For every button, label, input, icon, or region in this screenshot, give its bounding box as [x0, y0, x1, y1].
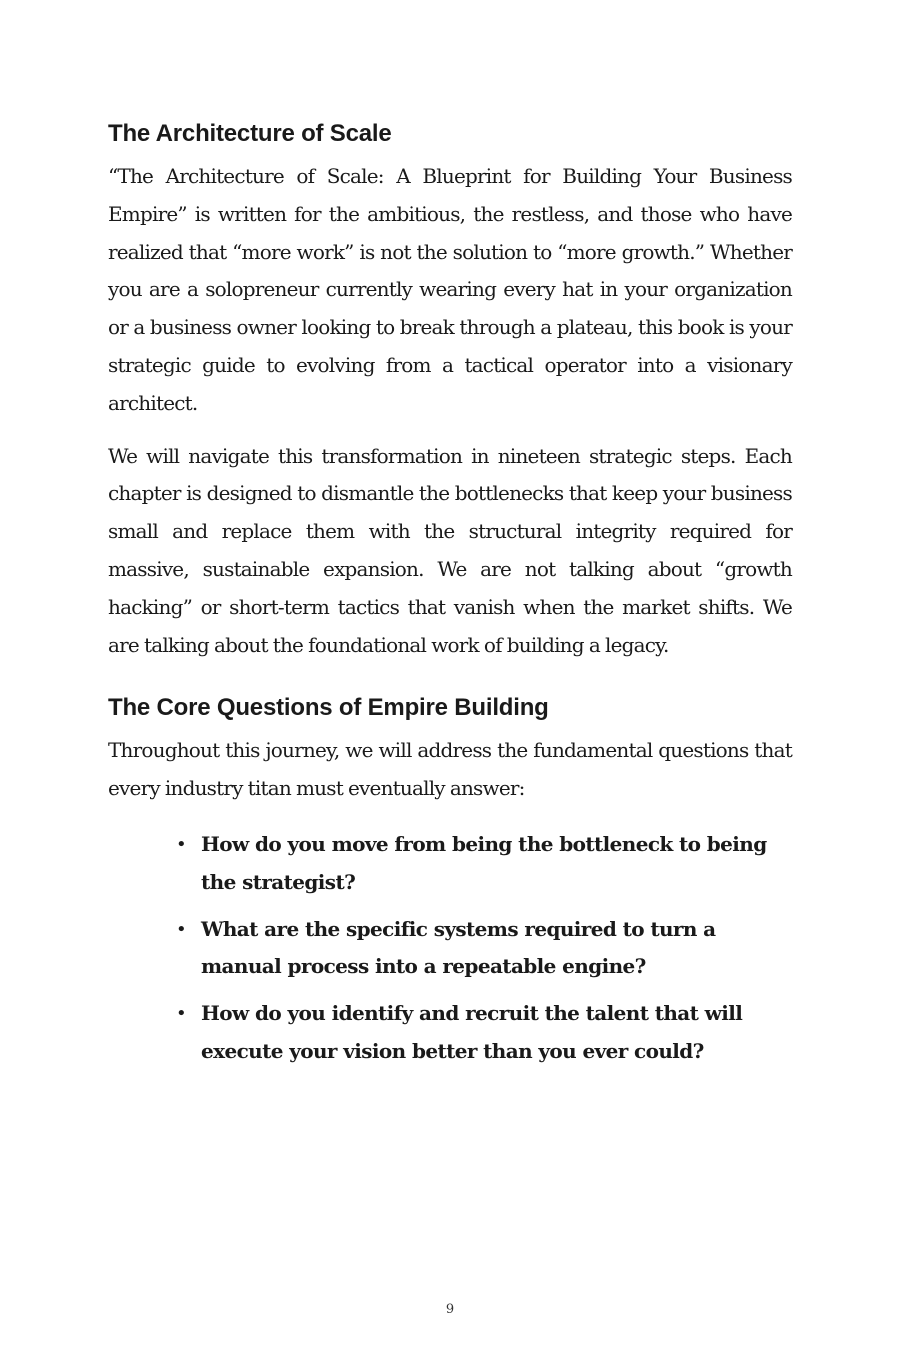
bullet-icon: • — [176, 833, 187, 855]
core-questions-list — [108, 826, 792, 1071]
book-page-content — [108, 118, 792, 1080]
question-text: How do you identify and recruit the talent that will execute your vision better than you ever could? — [201, 1001, 743, 1063]
transformation-paragraph: We will navigate this transformation in nineteen strategic steps. Each chapter is designed to dismantle the bottlenecks that keep your business small and replace them with the structural integrity required for massive, sustainable expansion. We are not talking about “growth hacking” or short-term tactics that vanish when the market shifts. We are talking about the foundational work of building a legacy. — [108, 443, 792, 657]
section-heading-core-questions: The Core Questions of Empire Building — [108, 694, 549, 722]
section-heading-architecture: The Architecture of Scale — [108, 120, 392, 147]
intro-paragraph: “The Architecture of Scale: A Blueprint for Building Your Business Empire” is written for the ambitious, the restless, and those who have realized that “more work” is not the solution to “more growth.” Whether you are a solopreneur currently wearing every hat in your organization or a business owner looking to break through a plateau, this book is your strategic guide to evolving from a tactical operator into a visionary architect. — [108, 164, 792, 415]
question-text: How do you move from being the bottleneck to being the strategist? — [201, 831, 767, 894]
page-number: 9 — [445, 1302, 455, 1317]
list-item — [176, 911, 792, 987]
bullet-icon: • — [176, 918, 187, 940]
question-text: What are the specific systems required to turn a manual process into a repeatable engine? — [201, 916, 716, 979]
bullet-icon: • — [176, 1003, 187, 1025]
core-questions-intro: Throughout this journey, we will address the fundamental questions that every industry titan must eventually answer: — [108, 738, 792, 801]
list-item — [176, 995, 792, 1071]
list-item — [176, 826, 792, 902]
